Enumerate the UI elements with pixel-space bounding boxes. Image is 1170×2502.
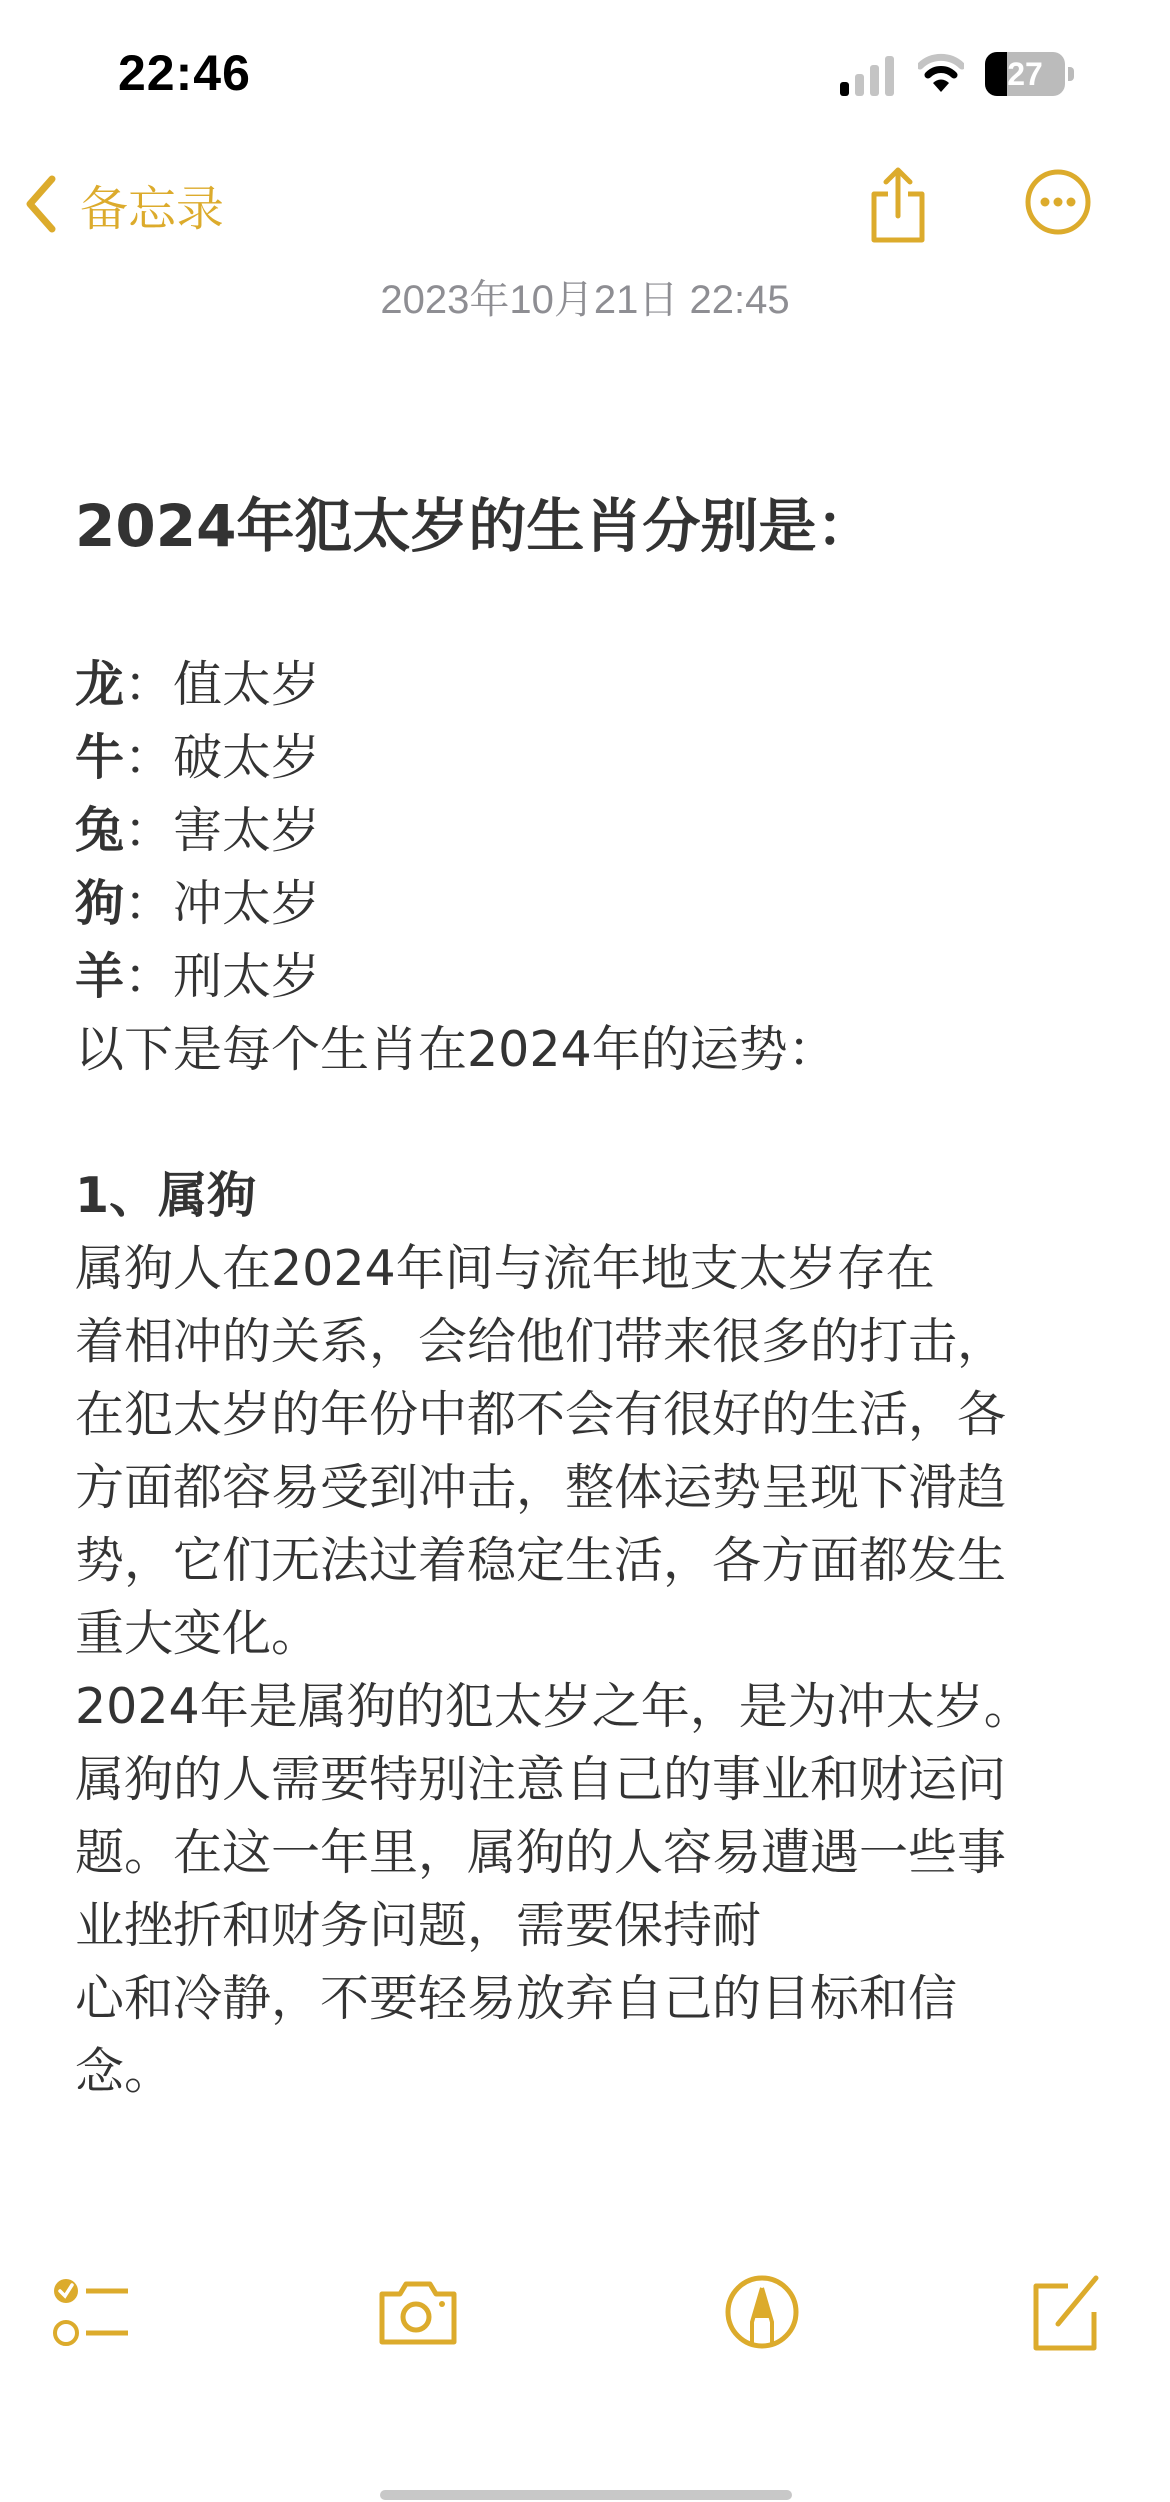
zodiac-name: 狗 — [75, 875, 125, 932]
camera-button[interactable] — [378, 2272, 458, 2352]
body-line: 着相冲的关系，会给他们带来很多的打击， — [75, 1313, 1007, 1370]
compose-button[interactable] — [1022, 2272, 1102, 2352]
cellular-signal-icon — [840, 56, 896, 96]
status-time: 22:46 — [118, 45, 251, 101]
camera-icon — [378, 2272, 458, 2352]
zodiac-list-item — [75, 940, 1105, 1013]
body-line: 念。 — [75, 2043, 174, 2100]
body-line: 势，它们无法过着稳定生活，各方面都发生 — [75, 1532, 1007, 1589]
note-title: 2024年犯太岁的生肖分别是： — [75, 492, 875, 560]
taisui-type: 害太岁 — [173, 802, 321, 859]
body-line: 重大变化。 — [75, 1605, 321, 1662]
checklist-button[interactable] — [50, 2272, 130, 2352]
section-heading: 1、属狗 — [75, 1167, 257, 1224]
zodiac-list-item — [75, 648, 1105, 721]
markup-icon — [722, 2272, 802, 2352]
wifi-icon — [918, 52, 964, 94]
zodiac-name: 牛 — [75, 729, 125, 786]
separator: ： — [124, 729, 174, 786]
body-line: 题。在这一年里，属狗的人容易遭遇一些事 — [75, 1824, 1007, 1881]
taisui-type: 值太岁 — [173, 656, 321, 713]
body-line: 属狗的人需要特别注意自己的事业和财运问 — [75, 1751, 1007, 1808]
taisui-type: 刑太岁 — [173, 948, 321, 1005]
note-date: 2023年10月21日 22:45 — [380, 278, 790, 322]
intro-line: 以下是每个生肖在2024年的运势： — [75, 1021, 837, 1078]
back-button[interactable] — [24, 172, 224, 236]
zodiac-list-item — [75, 867, 1105, 940]
separator: ： — [124, 875, 174, 932]
body-line: 在犯太岁的年份中都不会有很好的生活，各 — [75, 1386, 1007, 1443]
body-line: 业挫折和财务问题，需要保持耐 — [75, 1897, 762, 1954]
separator: ： — [124, 656, 174, 713]
body-line: 心和冷静，不要轻易放弃自己的目标和信 — [75, 1970, 958, 2027]
checklist-icon — [50, 2272, 130, 2352]
body-line: 2024年是属狗的犯太岁之年，是为冲太岁。 — [75, 1678, 1033, 1735]
zodiac-list-item — [75, 721, 1105, 794]
taisui-type: 冲太岁 — [173, 875, 321, 932]
zodiac-name: 羊 — [75, 948, 125, 1005]
zodiac-list-item — [75, 794, 1105, 867]
battery-indicator — [985, 52, 1075, 96]
taisui-type: 破太岁 — [173, 729, 321, 786]
markup-button[interactable] — [722, 2272, 802, 2352]
ellipsis-circle-icon[interactable] — [1024, 168, 1092, 236]
separator: ： — [124, 802, 174, 859]
zodiac-name: 兔 — [75, 802, 125, 859]
compose-icon — [1022, 2272, 1102, 2352]
chevron-left-icon — [24, 175, 58, 233]
separator: ： — [124, 948, 174, 1005]
back-label: 备忘录 — [80, 180, 225, 237]
battery-percent: 27 — [1007, 56, 1043, 92]
share-icon[interactable] — [868, 166, 928, 244]
note-body[interactable] — [75, 490, 1105, 2108]
body-line: 属狗人在2024年间与流年地支太岁存在 — [75, 1240, 935, 1297]
zodiac-name: 龙 — [75, 656, 125, 713]
body-line: 方面都容易受到冲击，整体运势呈现下滑趋 — [75, 1459, 1007, 1516]
home-indicator[interactable] — [380, 2490, 792, 2500]
